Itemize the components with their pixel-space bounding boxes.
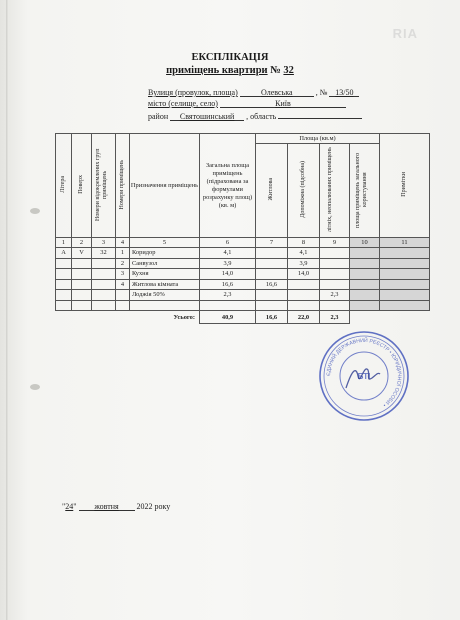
stamp-ring-text: ЄДИНИЙ ДЕРЖАВНИЙ РЕЄСТР • ЮРИДИЧНОЇ ОСОБИ • xyxy=(325,337,403,408)
city-value: Київ xyxy=(220,99,346,108)
district-label: район xyxy=(148,112,169,121)
th-area-group: Площа (кв.м) xyxy=(256,134,380,144)
th-summer: літніх, неопалюваних приміщень xyxy=(320,144,350,238)
th-auxiliary: Допоміжна (підсобна) xyxy=(288,144,320,238)
page-fold xyxy=(6,0,9,620)
col-num-11: 11 xyxy=(380,238,430,248)
column-numbers-row xyxy=(56,238,430,248)
punch-hole-bottom xyxy=(30,384,40,390)
col-num-6: 6 xyxy=(200,238,256,248)
region-label: , область xyxy=(246,112,277,121)
col-num-8: 8 xyxy=(288,238,320,248)
th-group-no: Номери відокремлених груп приміщень xyxy=(92,134,116,238)
street-line xyxy=(148,88,359,97)
street-label: Вулиця (провулок, площа) xyxy=(148,88,238,97)
apartment-number: 32 xyxy=(283,65,294,76)
region-value-blank xyxy=(278,110,362,119)
city-line xyxy=(148,99,346,108)
punch-hole-top xyxy=(30,208,40,214)
col-num-4: 4 xyxy=(116,238,130,248)
doc-subtitle xyxy=(0,65,460,76)
house-no-value: 13/50 xyxy=(329,88,359,97)
city-label: місто (селище, село) xyxy=(148,99,218,108)
date-day: 24 xyxy=(65,502,74,511)
th-living: Житлова xyxy=(256,144,288,238)
table-row: А V 32 1 Коридор 4,1 4,1 xyxy=(56,248,430,259)
th-common: площа приміщень загального користування xyxy=(350,144,380,238)
house-no-label: , № xyxy=(315,88,328,97)
th-litera: Літера xyxy=(56,134,72,238)
subtitle-prefix: приміщень квартири xyxy=(166,65,268,76)
table-row: 3 Кухня 14,0 14,0 xyxy=(56,269,430,280)
table-row: Лоджія 50% 2,3 2,3 xyxy=(56,290,430,301)
street-value: Олевська xyxy=(240,88,314,97)
th-notes: Примітки xyxy=(380,134,430,238)
district-value: Святошинський xyxy=(170,112,244,121)
total-aux-value: 22,0 xyxy=(288,311,320,324)
date-month: жовтня xyxy=(79,502,135,511)
col-num-5: 5 xyxy=(130,238,200,248)
district-line xyxy=(148,110,362,121)
col-num-7: 7 xyxy=(256,238,288,248)
date-year: 2022 року xyxy=(136,502,171,511)
table-row: 2 Санвузол 3,9 3,9 xyxy=(56,258,430,269)
table-row: 4 Житлова кімната 16,6 16,6 xyxy=(56,279,430,290)
total-living-value: 16,6 xyxy=(256,311,288,324)
signature xyxy=(342,360,382,394)
header-row-1 xyxy=(56,134,430,144)
subtitle-no-sign: № xyxy=(270,65,281,76)
watermark-logo: RIA xyxy=(392,26,418,41)
col-num-9: 9 xyxy=(320,238,350,248)
th-poverkh: Поверх xyxy=(72,134,92,238)
date-line: "24" жовтня 2022 року xyxy=(62,502,171,511)
explication-table xyxy=(55,133,430,324)
th-purpose: Призначення приміщень xyxy=(130,134,200,238)
total-area-value: 40,9 xyxy=(200,311,256,324)
total-label: Усього: xyxy=(56,311,200,324)
th-total-area: Загальна площа приміщень (підрахована за формулами розрахунку площ) (кв. м) xyxy=(200,134,256,238)
col-num-10: 10 xyxy=(350,238,380,248)
th-room-no: Номери приміщень xyxy=(116,134,130,238)
col-num-2: 2 xyxy=(72,238,92,248)
doc-title: ЕКСПЛІКАЦІЯ xyxy=(191,52,269,63)
col-num-1: 1 xyxy=(56,238,72,248)
table-row-empty xyxy=(56,300,430,311)
stamp-center-text: БТІ xyxy=(357,372,371,381)
col-num-3: 3 xyxy=(92,238,116,248)
total-summer-value: 2,3 xyxy=(320,311,350,324)
total-row xyxy=(56,311,430,324)
